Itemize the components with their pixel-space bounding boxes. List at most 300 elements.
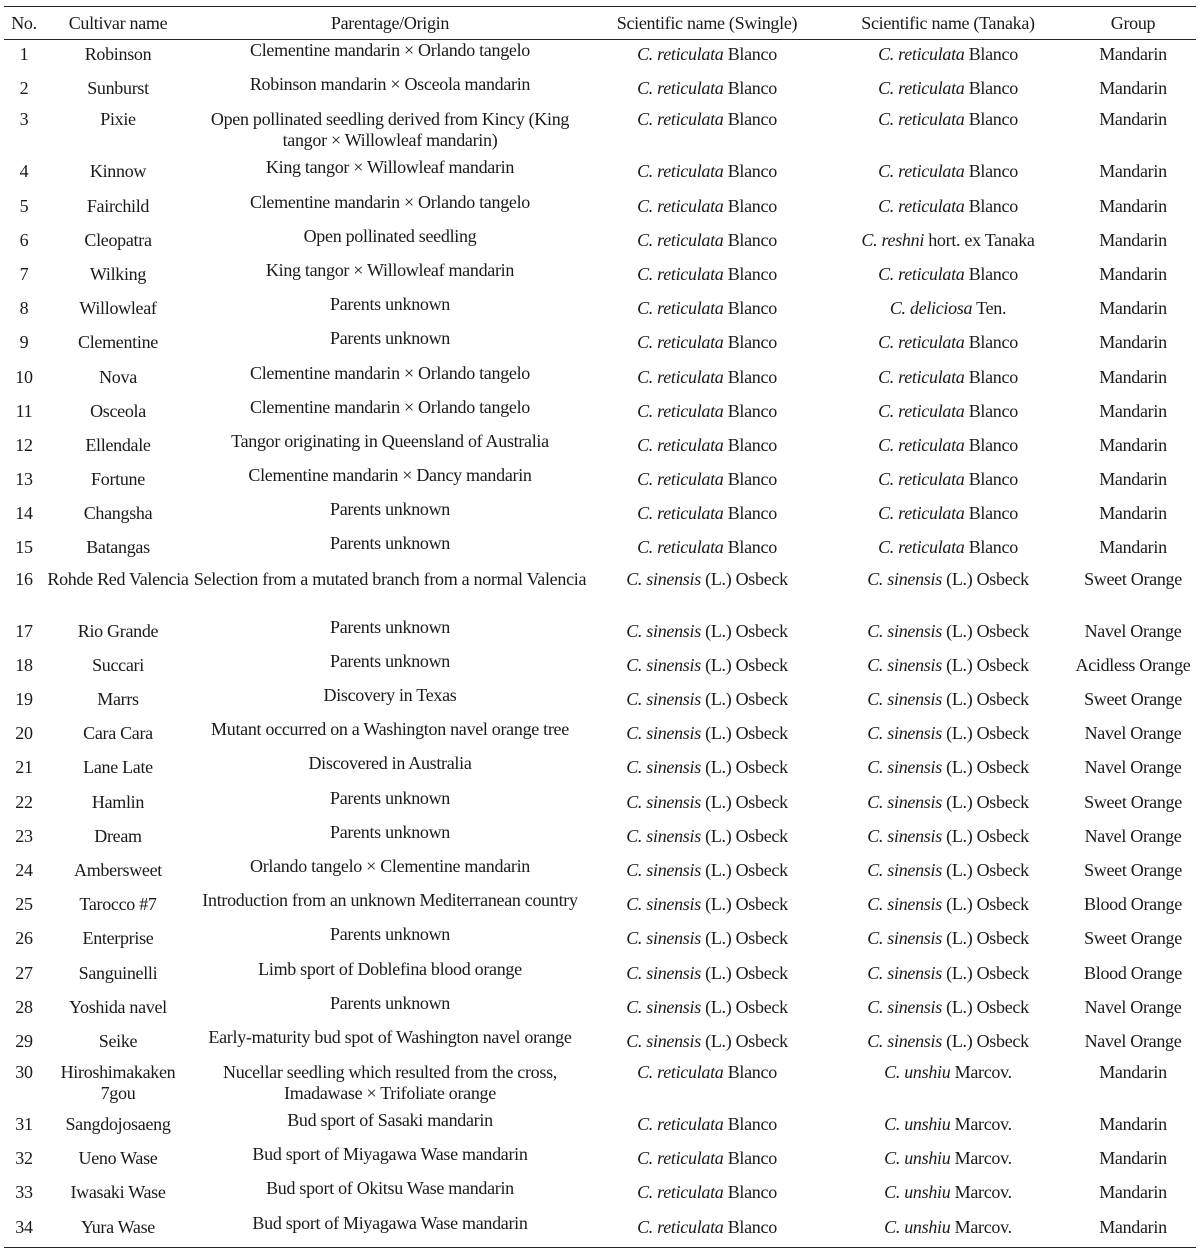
tanaka-species: C. sinensis	[867, 689, 942, 709]
cell-parentage: Parents unknown	[330, 821, 450, 842]
cell-no: 12	[15, 434, 33, 455]
tanaka-species: C. sinensis	[867, 757, 942, 778]
tanaka-species: C. sinensis	[867, 825, 942, 846]
cell-cultivar-name: Robinson	[84, 44, 152, 64]
cell-scientific-swingle	[588, 40, 826, 75]
cell-cultivar-name: Yoshida navel	[69, 996, 167, 1017]
tanaka-species: C. reticulata	[878, 332, 965, 353]
swingle-authority: Blanco	[723, 1148, 777, 1169]
table-row	[4, 328, 1196, 362]
cell-group: Acidless Orange	[1075, 654, 1191, 675]
swingle-species: C. sinensis	[626, 1030, 701, 1051]
cell-cultivar-name: Fortune	[91, 469, 145, 490]
swingle-authority: (L.) Osbeck	[700, 757, 788, 778]
header-no: No.	[11, 12, 37, 33]
tanaka-authority: (L.) Osbeck	[941, 962, 1029, 983]
tanaka-species: C. sinensis	[867, 654, 942, 675]
cell-scientific-swingle	[588, 685, 826, 719]
swingle-authority: (L.) Osbeck	[700, 894, 788, 915]
tanaka-authority: hort. ex Tanaka	[924, 229, 1035, 250]
swingle-authority: Blanco	[723, 503, 777, 524]
tanaka-authority: Blanco	[964, 161, 1018, 182]
cell-no: 7	[19, 263, 29, 284]
cell-scientific-tanaka	[826, 568, 1070, 617]
cell-scientific-swingle	[588, 328, 826, 362]
table-row	[4, 1213, 1196, 1248]
table-row	[4, 431, 1196, 465]
swingle-authority: (L.) Osbeck	[700, 859, 788, 880]
cell-parentage: Nucellar seedling which resulted from the cross, Imadawase × Trifoliate orange	[223, 1062, 557, 1104]
cell-cultivar-name: Ellendale	[85, 434, 151, 455]
cell-cultivar-name: Rohde Red Valencia	[47, 568, 189, 589]
table-row	[4, 753, 1196, 787]
tanaka-species: C. reticulata	[878, 109, 965, 130]
cell-no: 25	[15, 894, 33, 915]
cell-scientific-tanaka	[826, 431, 1070, 465]
table-row	[4, 1178, 1196, 1212]
swingle-species: C. reticulata	[637, 1182, 724, 1203]
cell-cultivar-name: Wilking	[89, 263, 147, 284]
tanaka-species: C. reticulata	[878, 78, 965, 99]
tanaka-species: C. sinensis	[867, 996, 942, 1017]
cell-group: Navel Orange	[1084, 757, 1182, 778]
cell-parentage: Open pollinated seedling derived from Kincy (King tangor × Willowleaf mandarin)	[210, 109, 570, 151]
tanaka-authority: Blanco	[964, 366, 1018, 387]
cell-cultivar-name: Sunburst	[87, 78, 149, 99]
cell-group: Navel Orange	[1084, 825, 1182, 846]
cell-cultivar-name: Dream	[94, 825, 142, 846]
table-row	[4, 568, 1196, 617]
cell-cultivar-name: Hiroshimakaken 7gou	[60, 1062, 176, 1104]
cell-group: Mandarin	[1099, 469, 1167, 490]
swingle-species: C. reticulata	[637, 298, 724, 319]
swingle-authority: (L.) Osbeck	[700, 928, 788, 949]
swingle-authority: (L.) Osbeck	[700, 723, 788, 744]
cell-no: 21	[15, 757, 33, 778]
cell-no: 3	[19, 109, 29, 130]
cell-scientific-swingle	[588, 993, 826, 1027]
cell-scientific-swingle	[588, 192, 826, 226]
cell-no: 29	[15, 1030, 33, 1051]
cell-parentage: Parents unknown	[330, 328, 450, 349]
cell-scientific-tanaka	[826, 651, 1070, 685]
cell-scientific-swingle	[588, 856, 826, 890]
table-row	[4, 192, 1196, 226]
cell-group: Sweet Orange	[1084, 791, 1182, 812]
cell-no: 22	[15, 791, 33, 812]
tanaka-species: C. reticulata	[878, 537, 965, 558]
swingle-authority: (L.) Osbeck	[700, 689, 788, 709]
cell-scientific-swingle	[588, 397, 826, 431]
swingle-authority: Blanco	[723, 1114, 777, 1135]
table-row	[4, 499, 1196, 533]
tanaka-species: C. reticulata	[878, 44, 965, 64]
cell-scientific-tanaka	[826, 363, 1070, 397]
swingle-authority: Blanco	[723, 1216, 777, 1237]
swingle-authority: Blanco	[723, 1182, 777, 1203]
tanaka-species: C. reticulata	[878, 263, 965, 284]
tanaka-authority: Blanco	[964, 332, 1018, 353]
swingle-species: C. reticulata	[637, 78, 724, 99]
tanaka-authority: (L.) Osbeck	[941, 689, 1029, 709]
swingle-species: C. sinensis	[626, 791, 701, 812]
cell-scientific-tanaka	[826, 1110, 1070, 1144]
cell-group: Mandarin	[1099, 109, 1167, 130]
cell-cultivar-name: Cleopatra	[84, 229, 152, 250]
tanaka-species: C. sinensis	[867, 568, 942, 589]
cell-no: 20	[15, 723, 33, 744]
tanaka-species: C. unshiu	[884, 1148, 951, 1169]
tanaka-authority: (L.) Osbeck	[941, 723, 1029, 744]
header-scientific-tanaka: Scientific name (Tanaka)	[861, 12, 1035, 33]
cell-scientific-swingle	[588, 533, 826, 567]
cell-cultivar-name: Hamlin	[91, 791, 145, 812]
cell-cultivar-name: Enterprise	[82, 928, 154, 949]
swingle-authority: (L.) Osbeck	[700, 654, 788, 675]
swingle-species: C. reticulata	[637, 537, 724, 558]
cell-cultivar-name: Osceola	[90, 400, 146, 421]
cell-scientific-swingle	[588, 294, 826, 328]
cell-group: Mandarin	[1099, 503, 1167, 524]
swingle-species: C. sinensis	[626, 894, 701, 915]
cell-scientific-swingle	[588, 719, 826, 753]
cell-parentage: King tangor × Willowleaf mandarin	[265, 259, 515, 280]
tanaka-species: C. sinensis	[867, 723, 942, 744]
cell-scientific-swingle	[588, 959, 826, 993]
tanaka-species: C. reticulata	[878, 503, 965, 524]
cell-no: 27	[15, 962, 33, 983]
tanaka-species: C. deliciosa	[889, 298, 973, 319]
tanaka-authority: (L.) Osbeck	[941, 996, 1029, 1017]
cell-scientific-tanaka	[826, 465, 1070, 499]
cell-scientific-swingle	[588, 363, 826, 397]
swingle-species: C. reticulata	[637, 161, 724, 182]
tanaka-species: C. unshiu	[884, 1182, 951, 1203]
swingle-species: C. reticulata	[637, 366, 724, 387]
cell-parentage: Parents unknown	[330, 924, 450, 945]
tanaka-species: C. sinensis	[867, 962, 942, 983]
cell-scientific-tanaka	[826, 959, 1070, 993]
cell-no: 30	[15, 1062, 33, 1083]
cell-parentage: Bud sport of Sasaki mandarin	[287, 1110, 493, 1131]
cell-no: 4	[19, 161, 29, 182]
cell-parentage: Early-maturity bud spot of Washington navel orange	[208, 1026, 572, 1047]
swingle-species: C. reticulata	[637, 1062, 724, 1083]
table-row	[4, 533, 1196, 567]
cell-scientific-swingle	[588, 260, 826, 294]
cell-group: Mandarin	[1099, 195, 1167, 216]
header-cultivar-name: Cultivar name	[68, 12, 168, 33]
cell-cultivar-name: Succari	[92, 654, 144, 675]
cell-group: Sweet Orange	[1084, 689, 1182, 709]
cell-group: Mandarin	[1099, 161, 1167, 182]
cell-cultivar-name: Marrs	[97, 689, 139, 709]
swingle-authority: Blanco	[723, 44, 777, 64]
tanaka-authority: Marcov.	[950, 1148, 1012, 1169]
swingle-species: C. reticulata	[637, 1148, 724, 1169]
swingle-authority: Blanco	[723, 434, 777, 455]
swingle-authority: (L.) Osbeck	[700, 1030, 788, 1051]
tanaka-species: C. reticulata	[878, 400, 965, 421]
cell-scientific-tanaka	[826, 533, 1070, 567]
swingle-species: C. sinensis	[626, 757, 701, 778]
cell-scientific-tanaka	[826, 294, 1070, 328]
swingle-authority: Blanco	[723, 400, 777, 421]
cell-scientific-tanaka	[826, 788, 1070, 822]
cell-parentage: Bud sport of Miyagawa Wase mandarin	[252, 1212, 528, 1233]
cell-scientific-swingle	[588, 1027, 826, 1061]
tanaka-authority: (L.) Osbeck	[941, 568, 1029, 589]
swingle-species: C. reticulata	[637, 195, 724, 216]
cell-parentage: Parents unknown	[330, 294, 450, 315]
cell-cultivar-name: Cara Cara	[83, 723, 153, 744]
cell-no: 1	[19, 44, 29, 64]
swingle-species: C. reticulata	[637, 400, 724, 421]
cell-group: Mandarin	[1099, 400, 1167, 421]
cell-parentage: Parents unknown	[330, 616, 450, 637]
cell-scientific-tanaka	[826, 1027, 1070, 1061]
cell-cultivar-name: Sanguinelli	[78, 962, 158, 983]
swingle-species: C. sinensis	[626, 825, 701, 846]
table-row	[4, 856, 1196, 890]
table-row	[4, 685, 1196, 719]
cell-scientific-swingle	[588, 890, 826, 924]
cell-parentage: Parents unknown	[330, 992, 450, 1013]
cell-no: 28	[15, 996, 33, 1017]
table-row	[4, 1110, 1196, 1144]
cell-cultivar-name: Ueno Wase	[78, 1148, 158, 1169]
cell-group: Mandarin	[1099, 332, 1167, 353]
cell-group: Mandarin	[1099, 1062, 1167, 1083]
tanaka-species: C. reticulata	[878, 161, 965, 182]
cell-cultivar-name: Willowleaf	[79, 298, 157, 319]
table-row	[4, 822, 1196, 856]
cell-scientific-tanaka	[826, 1178, 1070, 1212]
cell-scientific-swingle	[588, 157, 826, 191]
swingle-authority: Blanco	[723, 78, 777, 99]
tanaka-species: C. sinensis	[867, 859, 942, 880]
cell-no: 16	[15, 568, 33, 589]
tanaka-authority: Blanco	[964, 503, 1018, 524]
cell-scientific-swingle	[588, 1144, 826, 1178]
table-row	[4, 397, 1196, 431]
tanaka-species: C. sinensis	[867, 1030, 942, 1051]
tanaka-species: C. reticulata	[878, 195, 965, 216]
cell-parentage: Orlando tangelo × Clementine mandarin	[250, 855, 530, 876]
cell-scientific-tanaka	[826, 1144, 1070, 1178]
swingle-authority: Blanco	[723, 298, 777, 319]
tanaka-species: C. unshiu	[884, 1114, 951, 1135]
cell-parentage: Clementine mandarin × Orlando tangelo	[250, 362, 530, 383]
cell-parentage: Discovery in Texas	[323, 685, 457, 705]
swingle-authority: Blanco	[723, 366, 777, 387]
swingle-authority: Blanco	[723, 195, 777, 216]
tanaka-authority: (L.) Osbeck	[941, 825, 1029, 846]
tanaka-authority: (L.) Osbeck	[941, 791, 1029, 812]
table-row	[4, 617, 1196, 651]
tanaka-species: C. reticulata	[878, 434, 965, 455]
tanaka-authority: (L.) Osbeck	[941, 928, 1029, 949]
header-group: Group	[1110, 12, 1156, 33]
cell-group: Mandarin	[1099, 537, 1167, 558]
table-row	[4, 40, 1196, 75]
cell-cultivar-name: Fairchild	[86, 195, 150, 216]
table-row	[4, 719, 1196, 753]
cell-group: Mandarin	[1099, 1114, 1167, 1135]
cell-scientific-swingle	[588, 1110, 826, 1144]
cell-no: 9	[19, 332, 29, 353]
cell-cultivar-name: Kinnow	[89, 161, 147, 182]
table-row	[4, 1061, 1196, 1110]
cell-no: 14	[15, 503, 33, 524]
cell-no: 6	[19, 229, 29, 250]
cell-group: Blood Orange	[1084, 962, 1182, 983]
cultivar-table	[4, 6, 1196, 1248]
tanaka-authority: (L.) Osbeck	[941, 1030, 1029, 1051]
cell-parentage: Selection from a mutated branch from a normal Valencia	[193, 568, 587, 589]
table-row	[4, 157, 1196, 191]
cell-group: Navel Orange	[1084, 723, 1182, 744]
cell-scientific-swingle	[588, 617, 826, 651]
swingle-species: C. sinensis	[626, 654, 701, 675]
cell-scientific-tanaka	[826, 74, 1070, 108]
swingle-authority: (L.) Osbeck	[700, 996, 788, 1017]
swingle-authority: (L.) Osbeck	[700, 620, 788, 641]
cell-parentage: Clementine mandarin × Dancy mandarin	[248, 465, 532, 486]
tanaka-authority: (L.) Osbeck	[941, 894, 1029, 915]
table-row	[4, 788, 1196, 822]
cell-no: 23	[15, 825, 33, 846]
swingle-authority: Blanco	[723, 1062, 777, 1083]
swingle-species: C. sinensis	[626, 962, 701, 983]
cell-group: Mandarin	[1099, 44, 1167, 64]
tanaka-authority: (L.) Osbeck	[941, 654, 1029, 675]
cell-parentage: Clementine mandarin × Orlando tangelo	[250, 396, 530, 417]
cell-scientific-tanaka	[826, 685, 1070, 719]
swingle-species: C. reticulata	[637, 434, 724, 455]
cell-parentage: Discovered in Australia	[308, 753, 472, 774]
cell-cultivar-name: Ambersweet	[74, 859, 162, 880]
cell-group: Sweet Orange	[1084, 568, 1182, 589]
cell-no: 11	[15, 400, 33, 421]
table-row	[4, 260, 1196, 294]
cell-no: 5	[19, 195, 29, 216]
swingle-species: C. reticulata	[637, 332, 724, 353]
cell-scientific-tanaka	[826, 1061, 1070, 1110]
cell-group: Navel Orange	[1084, 620, 1182, 641]
table-row	[4, 363, 1196, 397]
cell-scientific-tanaka	[826, 822, 1070, 856]
cell-scientific-tanaka	[826, 397, 1070, 431]
swingle-species: C. sinensis	[626, 996, 701, 1017]
table-row	[4, 226, 1196, 260]
tanaka-species: C. sinensis	[867, 791, 942, 812]
cell-cultivar-name: Lane Late	[83, 757, 153, 778]
cell-scientific-tanaka	[826, 260, 1070, 294]
table-header	[4, 7, 1196, 40]
cell-scientific-tanaka	[826, 157, 1070, 191]
swingle-authority: Blanco	[723, 229, 777, 250]
cell-parentage: Robinson mandarin × Osceola mandarin	[249, 74, 531, 95]
cell-no: 2	[19, 78, 29, 99]
cell-parentage: Parents unknown	[330, 499, 450, 520]
table-row	[4, 1144, 1196, 1178]
swingle-species: C. sinensis	[626, 689, 701, 709]
cell-scientific-tanaka	[826, 856, 1070, 890]
cell-group: Mandarin	[1099, 366, 1167, 387]
cell-scientific-swingle	[588, 924, 826, 958]
cell-no: 26	[15, 928, 33, 949]
cell-scientific-swingle	[588, 822, 826, 856]
tanaka-authority: Blanco	[964, 469, 1018, 490]
tanaka-authority: Blanco	[964, 434, 1018, 455]
swingle-species: C. sinensis	[626, 859, 701, 880]
cell-cultivar-name: Iwasaki Wase	[70, 1182, 166, 1203]
cell-scientific-swingle	[588, 74, 826, 108]
cell-parentage: Parents unknown	[330, 533, 450, 554]
swingle-authority: (L.) Osbeck	[700, 568, 788, 589]
tanaka-species: C. unshiu	[884, 1062, 951, 1083]
tanaka-authority: Blanco	[964, 400, 1018, 421]
cell-group: Blood Orange	[1084, 894, 1182, 915]
cell-parentage: Clementine mandarin × Orlando tangelo	[250, 191, 530, 212]
cell-no: 34	[15, 1216, 33, 1237]
cell-group: Mandarin	[1099, 434, 1167, 455]
cell-cultivar-name: Seike	[98, 1030, 138, 1051]
swingle-species: C. sinensis	[626, 928, 701, 949]
cell-scientific-tanaka	[826, 192, 1070, 226]
tanaka-authority: Blanco	[964, 537, 1018, 558]
tanaka-authority: Blanco	[964, 263, 1018, 284]
tanaka-authority: Blanco	[964, 44, 1018, 64]
cell-scientific-tanaka	[826, 993, 1070, 1027]
cell-cultivar-name: Tarocco #7	[79, 894, 157, 915]
table-row	[4, 1027, 1196, 1061]
tanaka-authority: (L.) Osbeck	[941, 757, 1029, 778]
tanaka-species: C. reticulata	[878, 469, 965, 490]
table-row	[4, 924, 1196, 958]
tanaka-species: C. reshni	[861, 229, 925, 250]
cell-scientific-swingle	[588, 1178, 826, 1212]
tanaka-authority: (L.) Osbeck	[941, 620, 1029, 641]
swingle-authority: (L.) Osbeck	[700, 962, 788, 983]
tanaka-authority: Marcov.	[950, 1182, 1012, 1203]
cell-parentage: Open pollinated seedling	[303, 225, 477, 246]
cell-cultivar-name: Changsha	[83, 503, 153, 524]
cell-cultivar-name: Pixie	[100, 109, 136, 130]
cell-cultivar-name: Yura Wase	[81, 1216, 155, 1237]
cell-scientific-tanaka	[826, 226, 1070, 260]
table-row	[4, 74, 1196, 108]
cell-parentage: Clementine mandarin × Orlando tangelo	[250, 40, 530, 60]
cell-group: Navel Orange	[1084, 996, 1182, 1017]
cell-no: 13	[15, 469, 33, 490]
cell-parentage: Bud sport of Miyagawa Wase mandarin	[252, 1144, 528, 1165]
cell-scientific-tanaka	[826, 499, 1070, 533]
cell-scientific-tanaka	[826, 108, 1070, 157]
cell-parentage: Mutant occurred on a Washington navel orange tree	[211, 719, 569, 740]
tanaka-species: C. sinensis	[867, 620, 942, 641]
cell-parentage: King tangor × Willowleaf mandarin	[265, 157, 515, 178]
swingle-species: C. reticulata	[637, 109, 724, 130]
cell-scientific-tanaka	[826, 753, 1070, 787]
cell-cultivar-name: Batangas	[86, 537, 150, 558]
cell-scientific-tanaka	[826, 924, 1070, 958]
swingle-authority: (L.) Osbeck	[700, 791, 788, 812]
cell-group: Mandarin	[1099, 229, 1167, 250]
tanaka-authority: Blanco	[964, 195, 1018, 216]
table-row	[4, 890, 1196, 924]
